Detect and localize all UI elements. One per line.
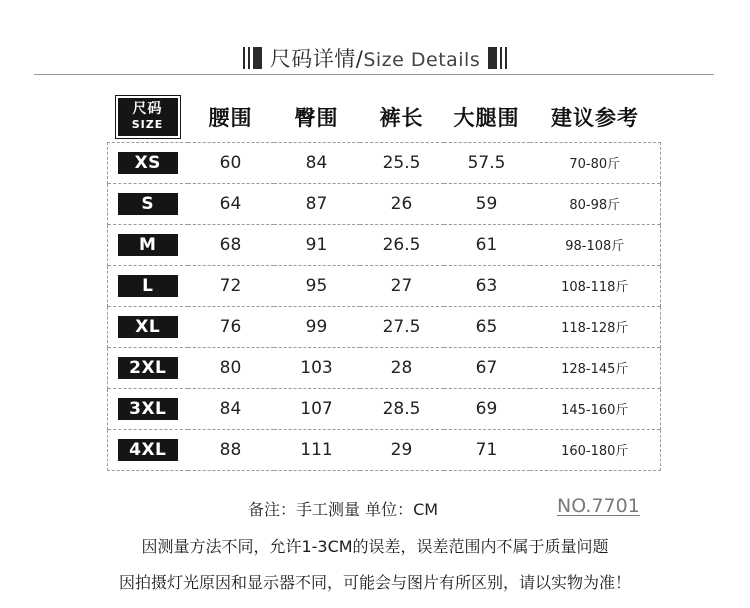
header-thigh: 大腿围 <box>453 105 520 130</box>
title-en: Size Details <box>363 49 481 71</box>
cell-thigh: 65 <box>444 306 530 347</box>
cell-length: 28 <box>360 347 444 388</box>
cell-weight: 70-80斤 <box>530 142 661 183</box>
table-body <box>108 142 661 470</box>
cell-hip: 107 <box>274 388 360 429</box>
cell-length: 29 <box>360 429 444 470</box>
header-waist: 腰围 <box>208 105 253 130</box>
title-cn: 尺码详情/ <box>269 47 364 71</box>
title-bars-left-icon <box>243 47 262 69</box>
size-badge: XL <box>118 316 178 338</box>
cell-size <box>108 388 188 429</box>
cell-hip: 91 <box>274 224 360 265</box>
cell-weight: 98-108斤 <box>530 224 661 265</box>
measurement-remark: 备注：手工测量 单位：CM <box>248 500 439 519</box>
title-divider <box>34 74 714 75</box>
cell-thigh: 67 <box>444 347 530 388</box>
table-row <box>108 142 661 183</box>
cell-waist: 76 <box>188 306 274 347</box>
cell-hip: 87 <box>274 183 360 224</box>
cell-hip: 84 <box>274 142 360 183</box>
cell-waist: 64 <box>188 183 274 224</box>
table-row <box>108 306 661 347</box>
table-header-row <box>108 92 661 142</box>
size-chart-table <box>107 92 661 471</box>
size-badge: 2XL <box>118 357 178 379</box>
cell-size <box>108 429 188 470</box>
cell-length: 28.5 <box>360 388 444 429</box>
cell-size <box>108 265 188 306</box>
size-badge: M <box>118 234 178 256</box>
cell-size <box>108 142 188 183</box>
table-row <box>108 183 661 224</box>
table-row <box>108 265 661 306</box>
size-badge: XS <box>118 152 178 174</box>
cell-hip: 103 <box>274 347 360 388</box>
table-row <box>108 388 661 429</box>
title-bars-right-icon <box>488 47 507 69</box>
cell-size <box>108 306 188 347</box>
cell-length: 25.5 <box>360 142 444 183</box>
size-badge: L <box>118 275 178 297</box>
section-title <box>0 40 750 76</box>
size-header-cn: 尺码 <box>132 100 163 117</box>
cell-weight: 160-180斤 <box>530 429 661 470</box>
cell-weight: 108-118斤 <box>530 265 661 306</box>
disclaimer-measurement: 因测量方法不同，允许1-3CM的误差，误差范围内不属于质量问题 <box>141 537 609 556</box>
cell-length: 26 <box>360 183 444 224</box>
cell-size <box>108 183 188 224</box>
header-length: 裤长 <box>379 105 424 130</box>
header-size <box>108 92 188 142</box>
cell-waist: 60 <box>188 142 274 183</box>
cell-hip: 95 <box>274 265 360 306</box>
table-row <box>108 224 661 265</box>
cell-waist: 84 <box>188 388 274 429</box>
cell-waist: 80 <box>188 347 274 388</box>
size-header-badge <box>118 98 178 136</box>
size-badge: S <box>118 193 178 215</box>
cell-thigh: 61 <box>444 224 530 265</box>
table-row <box>108 347 661 388</box>
size-badge: 4XL <box>118 439 178 461</box>
size-badge: 3XL <box>118 398 178 420</box>
size-header-en: SIZE <box>131 117 164 131</box>
cell-thigh: 63 <box>444 265 530 306</box>
header-weight: 建议参考 <box>551 105 639 130</box>
cell-thigh: 57.5 <box>444 142 530 183</box>
cell-hip: 99 <box>274 306 360 347</box>
cell-waist: 68 <box>188 224 274 265</box>
cell-length: 27 <box>360 265 444 306</box>
header-hip: 臀围 <box>294 105 339 130</box>
disclaimer-lighting: 因拍摄灯光原因和显示器不同，可能会与图片有所区别，请以实物为准！ <box>118 573 631 592</box>
cell-weight: 80-98斤 <box>530 183 661 224</box>
cell-thigh: 69 <box>444 388 530 429</box>
cell-waist: 72 <box>188 265 274 306</box>
cell-hip: 111 <box>274 429 360 470</box>
cell-weight: 145-160斤 <box>530 388 661 429</box>
cell-thigh: 71 <box>444 429 530 470</box>
cell-size <box>108 224 188 265</box>
cell-length: 27.5 <box>360 306 444 347</box>
cell-size <box>108 347 188 388</box>
title-text <box>270 43 481 73</box>
cell-weight: 118-128斤 <box>530 306 661 347</box>
cell-length: 26.5 <box>360 224 444 265</box>
cell-weight: 128-145斤 <box>530 347 661 388</box>
cell-waist: 88 <box>188 429 274 470</box>
cell-thigh: 59 <box>444 183 530 224</box>
model-number: NO.7701 <box>557 495 640 517</box>
table-row <box>108 429 661 470</box>
